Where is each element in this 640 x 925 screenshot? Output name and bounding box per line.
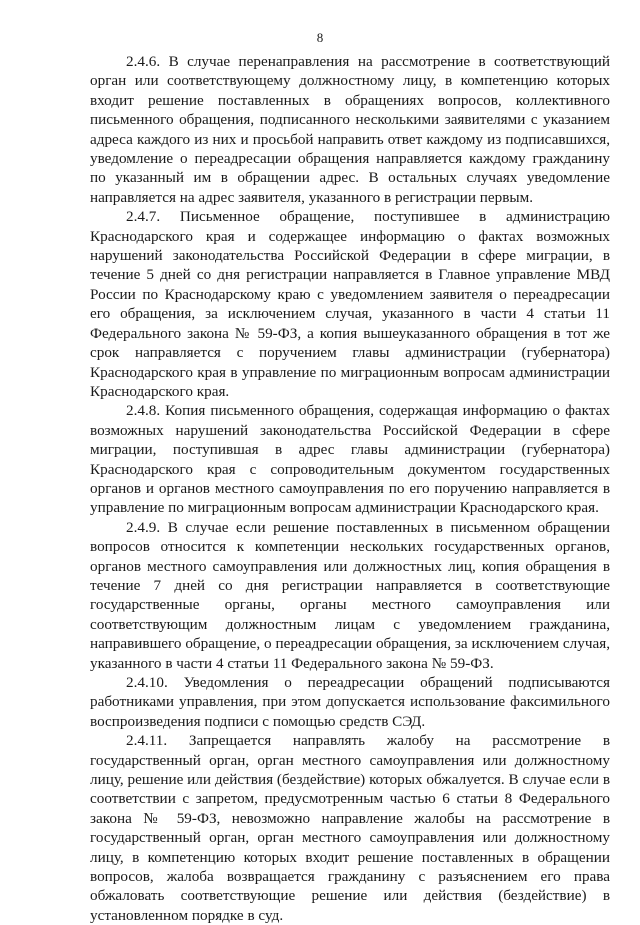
paragraph-2-4-7: 2.4.7. Письменное обращение, поступившее в администрацию Краснодарского края и содержащее информацию о фактах возможных нарушений законодательства Российской Федерации в сфере миграции, в течение 5 дней со дня регистрации направляется в Главное управление МВД России по Краснодарскому краю с уведомлением заявителя о переадресации его обращения, за исключением случая, указанного в части 4 статьи 11 Федерального закона № 59-ФЗ, а копия вышеуказанного обращения в тот же срок направляется с поручением главы администрации (губернатора) Краснодарского края в управление по миграционным вопросам администрации Краснодарского края.	[90, 208, 610, 400]
paragraph-2-4-8: 2.4.8. Копия письменного обращения, содержащая информацию о фактах возможных нарушений законодательства Российской Федерации в сфере миграции, поступившая в адрес главы администрации (губернатора) Краснодарского края с сопроводительным документом государственных органов и органов местного самоуправления по его поручению направляется в управление по миграционным вопросам администрации Краснодарского края.	[90, 402, 610, 517]
paragraph-2-4-11: 2.4.11. Запрещается направлять жалобу на рассмотрение в государственный орган, орган местного самоуправления или должностному лицу, решение или действия (бездействие) которых обжалуется. В случае если в соответствии с запретом, предусмотренным частью 6 статьи 8 Федерального закона № 59-ФЗ, невозможно направление жалобы на рассмотрение в государственный орган, орган местного самоуправления или должностному лицу, в компетенцию которых входит решение поставленных в обращении вопросов, жалоба возвращается гражданину с разъяснением его права обжаловать соответствующие решение или действия (бездействие) в установленном порядке в суд.	[90, 732, 610, 924]
paragraph-2-4-9: 2.4.9. В случае если решение поставленных в письменном обращении вопросов относится к компетенции нескольких государственных органов, органов местного самоуправления или должностных лиц, копия обращения в течение 7 дней со дня регистрации направляется в соответствующие государственные органы, органы местного самоуправления или соответствующим должностным лицам с уведомлением гражданина, направившего обращение, о переадресации обращения, за исключением случая, указанного в части 4 статьи 11 Федерального закона № 59-ФЗ.	[90, 518, 610, 672]
paragraph-2-4-6: 2.4.6. В случае перенаправления на рассмотрение в соответствующий орган или соответствующему должностному лицу, в компетенцию которых входит решение поставленных в обращениях вопросов, коллективного письменного обращения, подписанного несколькими заявителями с указанием адреса каждого из них и просьбой направить ответ каждому из подписавшихся, уведомление о переадресации обращения направляется каждому гражданину по указанный им в обращении адрес. В остальных случаях уведомление направляется на адрес заявителя, указанного в регистрации первым.	[90, 53, 610, 206]
document-body	[90, 52, 610, 925]
page-number: 8	[316, 30, 324, 45]
paragraph-2-4-10: 2.4.10. Уведомления о переадресации обращений подписываются работниками управления, при этом допускается использование факсимильного воспроизведения подписи с помощью средств СЭД.	[90, 674, 610, 730]
